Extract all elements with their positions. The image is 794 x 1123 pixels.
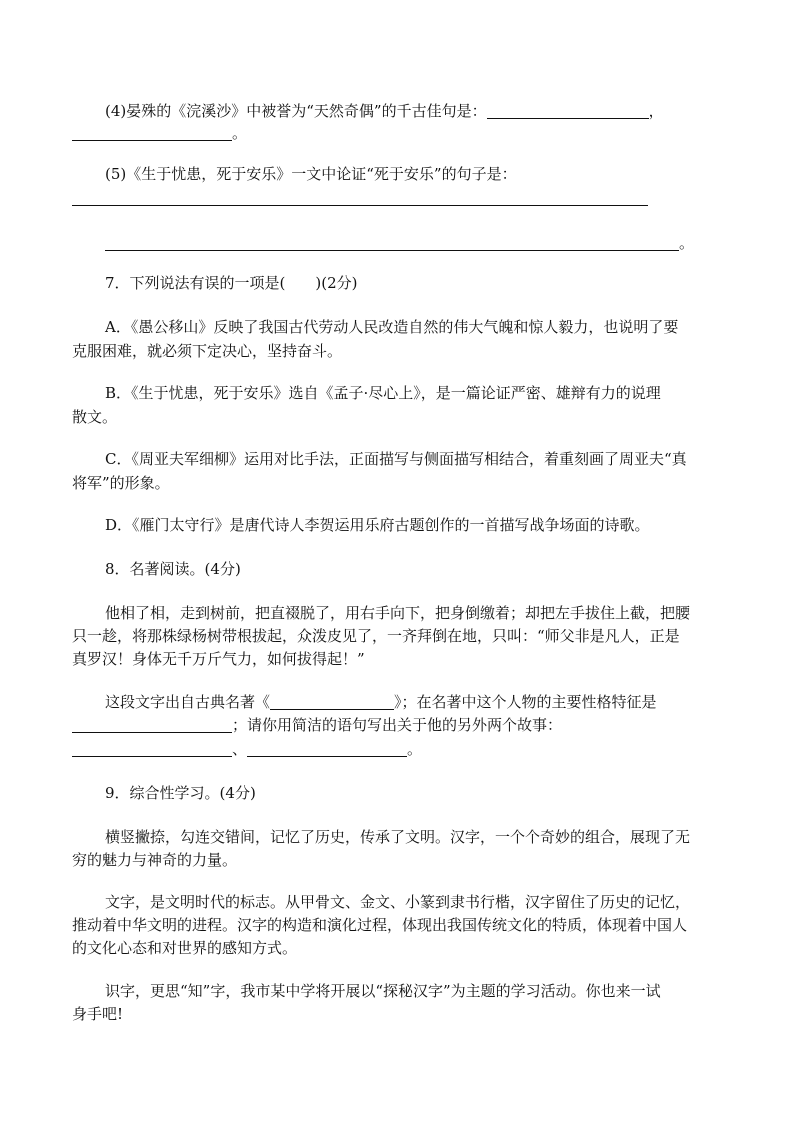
q8-task-text: ；请你用简洁的语句写出关于他的另外两个故事： (232, 716, 563, 734)
character-trait-blank[interactable] (72, 716, 232, 733)
q7-stem: 7．下列说法有误的一项是( )(2分) (105, 274, 358, 292)
answer-blank[interactable] (487, 102, 649, 119)
punctuation: 。 (679, 234, 695, 252)
book-title-blank[interactable] (270, 693, 394, 710)
q8-passage-line1: 他相了相，走到树前，把直裰脱了，用右手向下，把身倒缴着；却把左手拔住上截，把腰 (105, 604, 691, 622)
q7-option-a-line1: A．《愚公移山》反映了我国古代劳动人民改造自然的伟大气魄和惊人毅力，也说明了要 (105, 318, 679, 336)
q9-para3-line1: 识字，更思“知”字，我市某中学将开展以“探秘汉字”为主题的学习活动。你也来一试 (105, 982, 661, 1000)
q8-stem: 8．名著阅读。(4分) (105, 560, 241, 578)
story-blank-2[interactable] (247, 740, 407, 757)
punctuation: 。 (407, 740, 423, 758)
answer-blank[interactable] (72, 124, 232, 141)
q6-item4-line2 (72, 122, 247, 144)
q7-option-b-line1: B．《生于忧患，死于安乐》选自《孟子·尽心上》，是一篇论证严密、雄辩有力的说理 (105, 384, 661, 402)
punctuation: 。 (232, 124, 248, 142)
q8-task-text: 这段文字出自古典名著《 (105, 693, 271, 711)
q9-para1-line2: 穷的魅力与神奇的力量。 (72, 851, 238, 869)
q7-option-c-line1: C．《周亚夫军细柳》运用对比手法，正面描写与侧面描写相结合，着重刻画了周亚夫“真 (105, 450, 687, 468)
q9-para1-line1: 横竖撇捺，勾连交错间，记忆了历史，传承了文明。汉字，一个个奇妙的组合，展现了无 (105, 828, 691, 846)
q7-option-a-line2: 克服困难，就必须下定决心，坚持奋斗。 (72, 342, 343, 360)
q8-task-line1 (105, 691, 657, 713)
q6-item5-line3 (105, 232, 694, 254)
q7-option-c-line2: 将军”的形象。 (72, 474, 170, 492)
answer-blank[interactable] (105, 234, 679, 251)
q6-item5-text: (5)《生于忧患，死于安乐》一文中论证“死于安乐”的句子是： (105, 165, 517, 183)
q9-stem: 9．综合性学习。(4分) (105, 784, 256, 802)
q9-para2-line2: 推动着中华文明的进程。汉字的构造和演化过程，体现出我国传统文化的特质，体现着中国人 (72, 916, 688, 934)
q8-task-text: 》；在名著中这个人物的主要性格特征是 (394, 693, 657, 711)
q9-para3-line2: 身手吧! (72, 1005, 124, 1023)
punctuation: 、 (232, 740, 248, 758)
q7-option-b-line2: 散文。 (72, 408, 118, 426)
q8-passage-line2: 只一趁，将那株绿杨树带根拔起，众泼皮见了，一齐拜倒在地，只叫：“师父非是凡人，正是 (72, 627, 680, 645)
q8-passage-line3: 真罗汉！身体无千万斤气力，如何拔得起！” (72, 650, 365, 668)
q9-para2-line1: 文字，是文明时代的标志。从甲骨文、金文、小篆到隶书行楷，汉字留住了历史的记忆， (105, 893, 691, 911)
q8-task-line3 (72, 738, 422, 760)
q8-task-line2 (72, 714, 562, 736)
q6-item4-line1 (105, 100, 664, 122)
q9-para2-line3: 的文化心态和对世界的感知方式。 (72, 939, 298, 957)
q6-item4-text: (4)晏殊的《浣溪沙》中被誉为“天然奇偶”的千古佳句是： (105, 102, 487, 120)
punctuation: ， (648, 102, 664, 120)
q7-option-d: D．《雁门太守行》是唐代诗人李贺运用乐府古题创作的一首描写战争场面的诗歌。 (105, 516, 650, 534)
story-blank-1[interactable] (72, 740, 232, 757)
answer-line[interactable] (72, 205, 648, 206)
